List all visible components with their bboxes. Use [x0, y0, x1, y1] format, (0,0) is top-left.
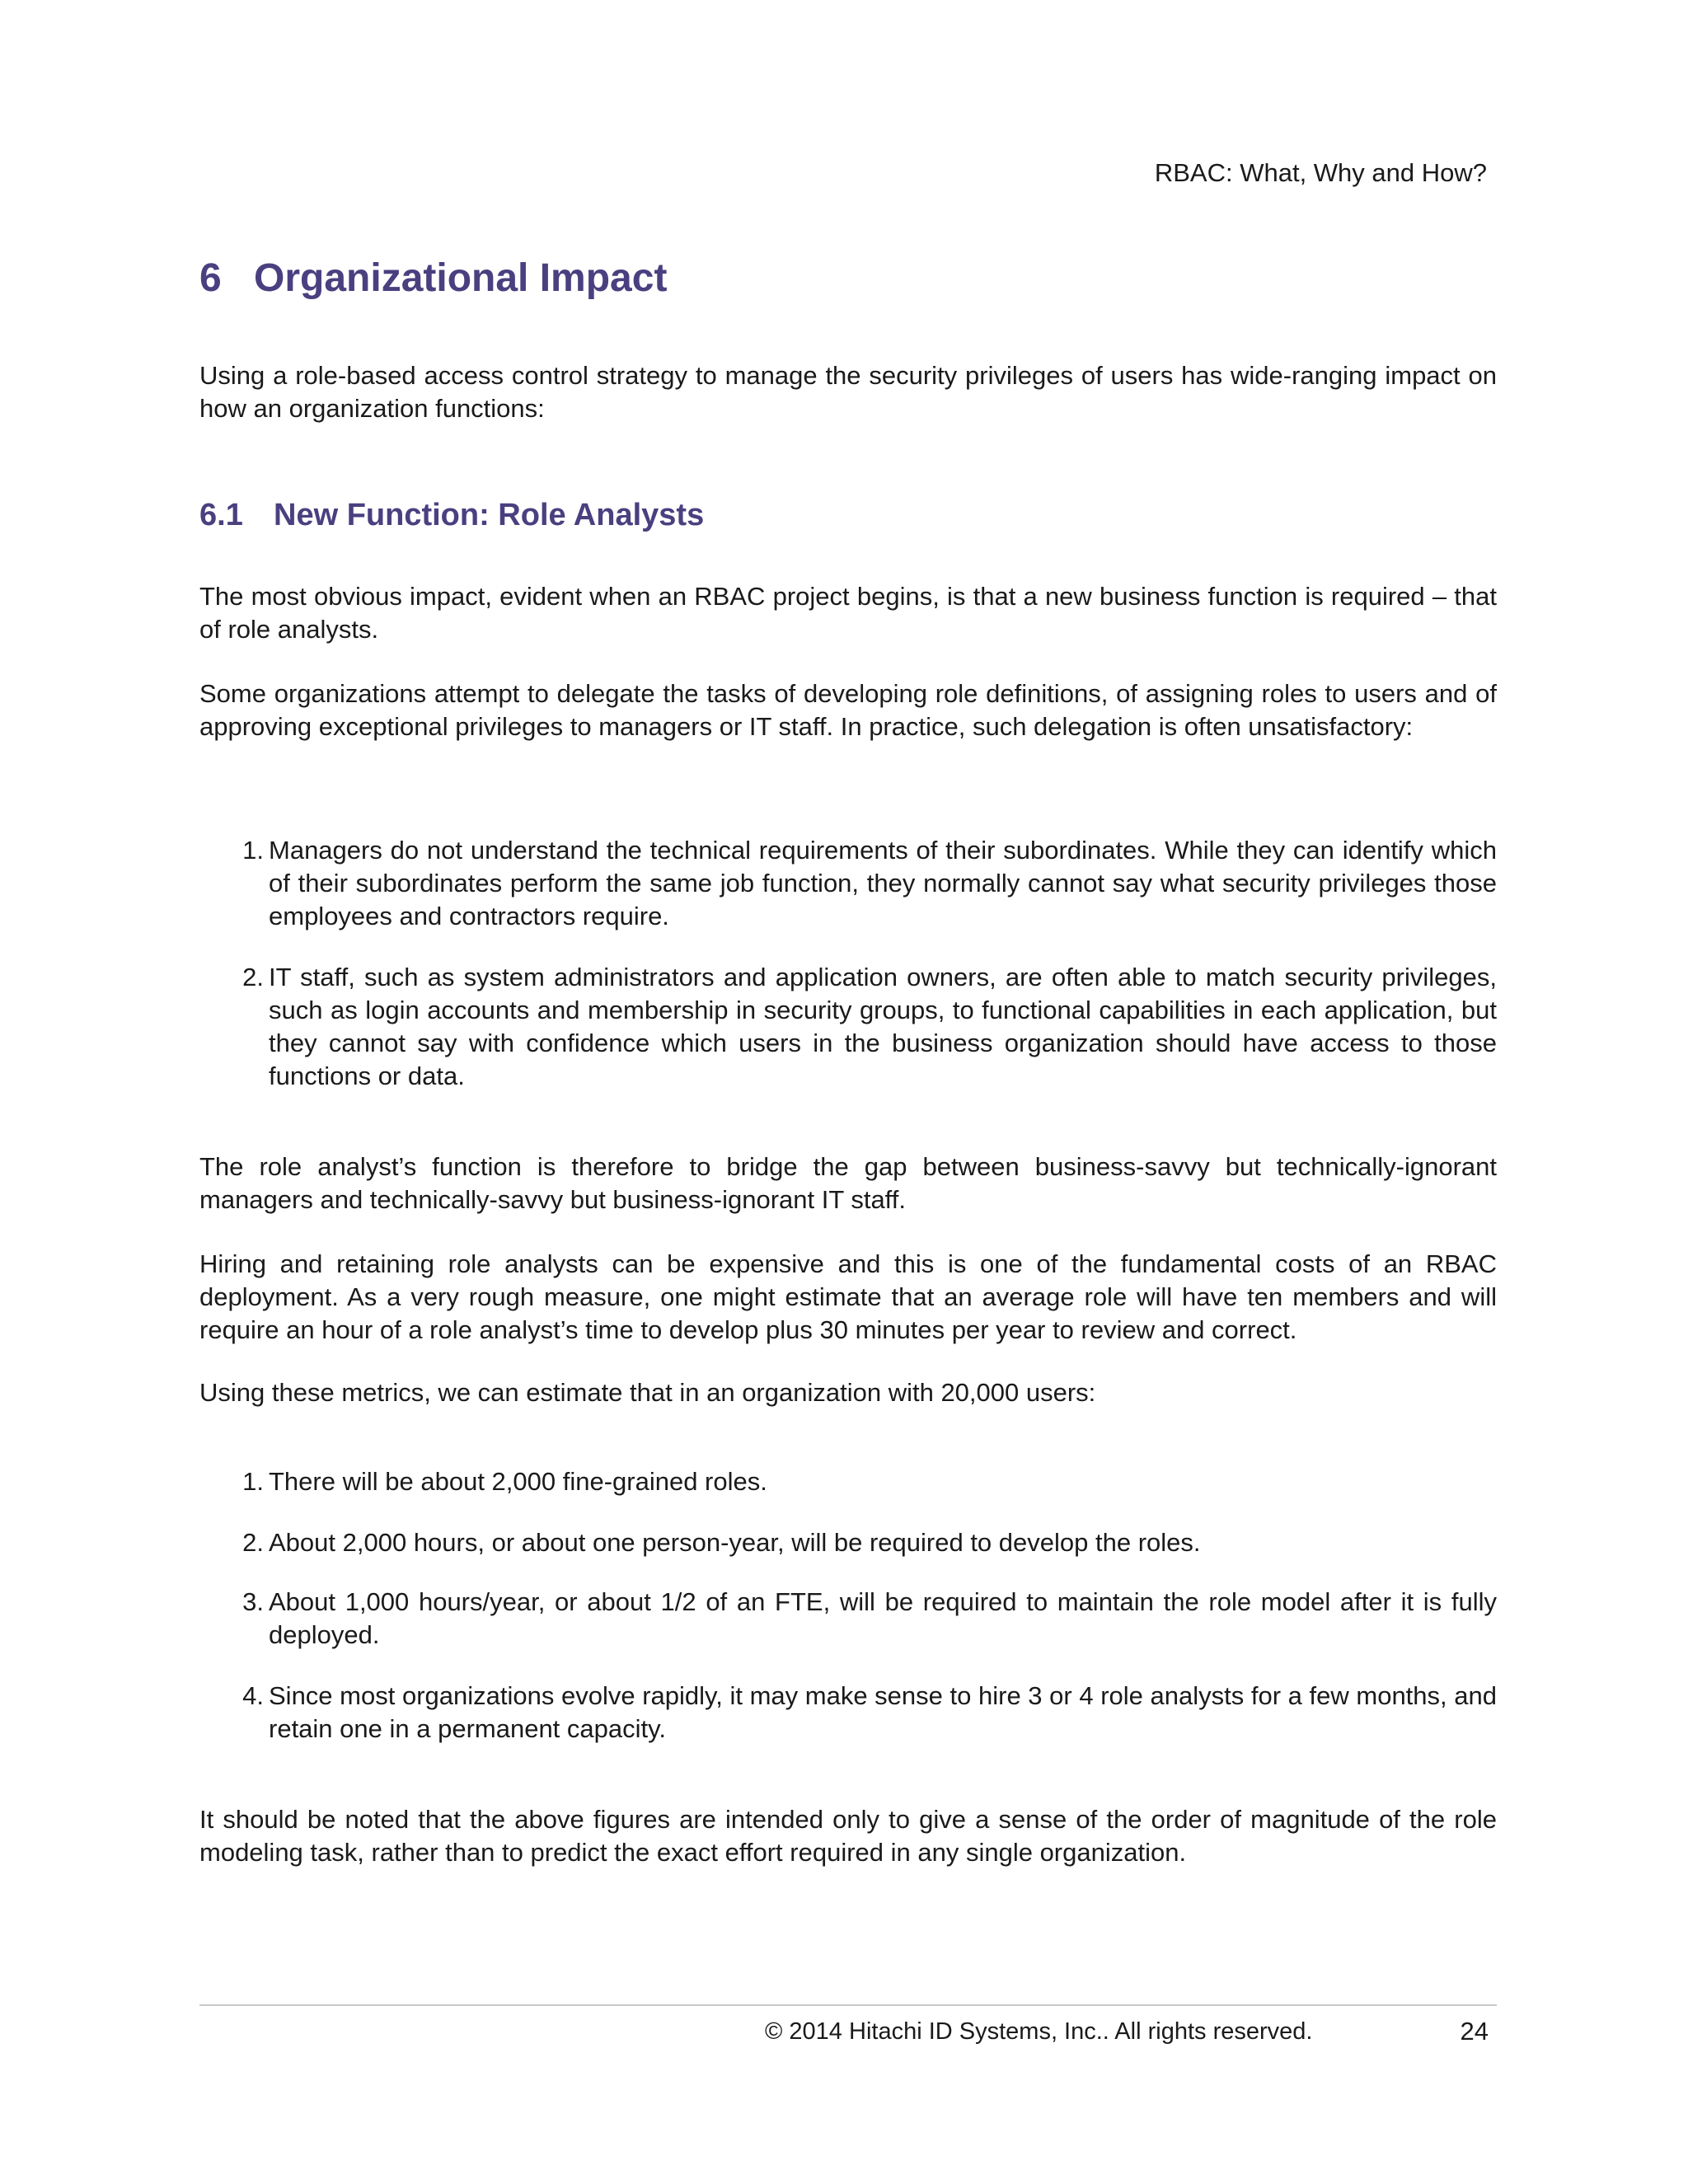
paragraph-closing-note: It should be noted that the above figures are intended only to give a sense of the order of magnitude of the role modeling task, rather than to predict the exact effort required in any single organization.: [199, 1805, 1497, 1867]
running-header: RBAC: What, Why and How?: [1154, 158, 1487, 187]
section-heading: [199, 254, 667, 303]
page-number: 24: [1460, 2017, 1489, 2046]
list-marker: 3.: [242, 1587, 264, 1616]
subsection-title: New Function: Role Analysts: [274, 498, 705, 532]
list-item-text: Since most organizations evolve rapidly, it may make sense to hire 3 or 4 role analysts for a few months, and retain one in a permanent capacity.: [269, 1681, 1497, 1743]
list-marker: 4.: [242, 1681, 264, 1710]
section-number: 6: [199, 256, 222, 300]
paragraph-costs: Hiring and retaining role analysts can be expensive and this is one of the fundamental costs of an RBAC deployment. As a very rough measure, one might estimate that an average role will have ten members and will require an hour of a role analyst’s time to develop plus 30 minutes per year to review and correct.: [199, 1249, 1497, 1344]
list-item-text: IT staff, such as system administrators and application owners, are often able to match security privileges, such as login accounts and membership in security groups, to functional capabilities in each application, but they cannot say with confidence which users in the business organization should have access to those functions or data.: [269, 963, 1497, 1090]
section-title: Organizational Impact: [254, 256, 668, 300]
subsection-heading: [199, 494, 704, 536]
list-item-text: There will be about 2,000 fine-grained roles.: [269, 1467, 767, 1496]
list-marker: 2.: [242, 1528, 264, 1557]
paragraph-metrics: Using these metrics, we can estimate that in an organization with 20,000 users:: [199, 1378, 1096, 1407]
paragraph-new-function: The most obvious impact, evident when an RBAC project begins, is that a new business function is required – that of role analysts.: [199, 582, 1497, 644]
section-intro-paragraph: Using a role-based access control strategy to manage the security privileges of users has wide-ranging impact on how an organization functions:: [199, 361, 1497, 423]
paragraph-delegation: Some organizations attempt to delegate the tasks of developing role definitions, of assigning roles to users and of approving exceptional privileges to managers or IT staff. In practice, such delegation is often unsatisfactory:: [199, 679, 1497, 741]
list-item: [199, 961, 1497, 1093]
document-page: [199, 0, 1497, 2184]
subsection-number: 6.1: [199, 498, 243, 532]
footer-divider: [199, 2004, 1497, 2006]
list-marker: 1.: [242, 1467, 264, 1496]
paragraph-bridge-gap: The role analyst’s function is therefore to bridge the gap between business-savvy but technically-ignorant managers and technically-savvy but business-ignorant IT staff.: [199, 1152, 1497, 1214]
footer-copyright: © 2014 Hitachi ID Systems, Inc.. All rights reserved.: [765, 2018, 1313, 2045]
list-item-text: About 1,000 hours/year, or about 1/2 of an FTE, will be required to maintain the role model after it is fully deployed.: [269, 1587, 1497, 1649]
list-item: [199, 1680, 1497, 1746]
list-marker: 2.: [242, 963, 264, 991]
list-marker: 1.: [242, 836, 264, 865]
list-item: [199, 834, 1497, 933]
list-item-text: Managers do not understand the technical requirements of their subordinates. While they can identify which of their subordinates perform the same job function, they normally cannot say what security privileges those employees and contractors require.: [269, 836, 1497, 930]
list-item: [199, 1526, 1497, 1559]
list-item-text: About 2,000 hours, or about one person-year, will be required to develop the roles.: [269, 1528, 1201, 1557]
list-item: [199, 1465, 1497, 1498]
list-item: [199, 1586, 1497, 1652]
